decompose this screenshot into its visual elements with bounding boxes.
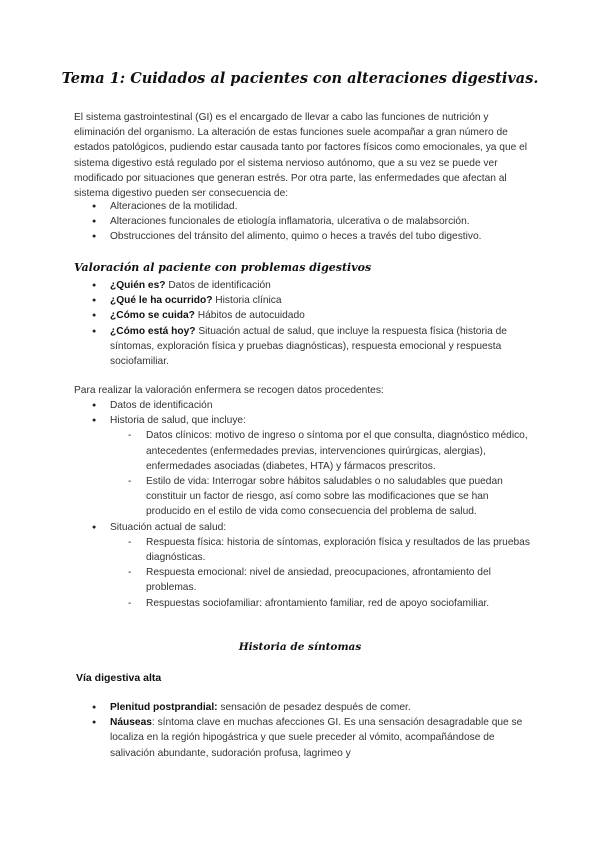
sub-list-item: - Respuestas sociofamiliar: afrontamiento familiar, red de apoyo sociofamiliar. (128, 596, 532, 611)
sub-list-item: - Respuesta emocional: nivel de ansiedad, preocupaciones, afrontamiento del problemas. (128, 565, 532, 595)
term-description: : síntoma clave en muchas afecciones GI. Es una sensación desagradable que se localiza en la región hipogástrica y que suele preceder al vómito, acompañándose de salivación abundante, sudoración profusa, lagrimeo y (110, 717, 523, 759)
term-description: sensación de pesadez después de comer. (217, 702, 411, 713)
section-heading-valoracion: Valoración al paciente con problemas digestivos (74, 261, 372, 274)
valoracion-list (92, 278, 532, 369)
list-item (92, 413, 532, 519)
question-label: ¿Quién es? (110, 280, 166, 291)
list-item (92, 308, 532, 323)
answer-text: Situación actual de salud, que incluye la respuesta física (historia de síntomas, exploración física y pruebas diagnósticas), respuesta emocional y respuesta sociofamiliar. (110, 325, 507, 368)
datos-list (92, 398, 532, 611)
question-label: ¿Qué le ha ocurrido? (110, 295, 213, 307)
list-item: ● Obstrucciones del tránsito del alimento, quimo o heces a través del tubo digestivo. (92, 229, 532, 244)
datos-intro: Para realizar la valoración enfermera se recogen datos procedentes: (74, 385, 384, 396)
question-label: ¿Cómo se cuida? (110, 310, 195, 322)
sub-list (110, 535, 532, 611)
list-item (92, 715, 532, 761)
sub-list-item: - Datos clínicos: motivo de ingreso o síntoma por el que consulta, diagnóstico médico, antecedentes (enfermedades previas, intervenciones quirúrgicas, alergias), enfermedades asociadas (diabetes, HTA) y fármacos prescritos. (128, 428, 532, 474)
list-item-label: Situación actual de salud: (110, 521, 227, 533)
page-title: Tema 1: Cuidados al pacientes con alteraciones digestivas. (61, 70, 539, 87)
sintomas-list (92, 700, 532, 761)
answer-text: Historia clínica (212, 295, 282, 307)
subheading-via-digestiva-alta: Vía digestiva alta (76, 672, 162, 684)
term-label: Plenitud postprandial: (110, 702, 218, 713)
sub-list-item: - Estilo de vida: Interrogar sobre hábitos saludables o no saludables que puedan constituir un factor de riesgo, así como sobre las modificaciones que se han producido en el estilo de vida como consecuencia del problema de salud. (128, 474, 532, 520)
list-item-label: Historia de salud, que incluye: (110, 415, 246, 427)
list-item (92, 278, 532, 293)
list-item: ● Datos de identificación (92, 398, 532, 413)
list-item (92, 293, 532, 308)
term-label: Náuseas (110, 717, 152, 729)
list-item (92, 520, 532, 611)
answer-text: Hábitos de autocuidado (194, 310, 305, 322)
sub-list-item: - Respuesta física: historia de síntomas, exploración física y resultados de las pruebas diagnósticas. (128, 535, 532, 565)
question-label: ¿Cómo está hoy? (110, 325, 196, 337)
section-heading-historia: Historia de síntomas (238, 641, 362, 653)
list-item: ● Alteraciones funcionales de etiología inflamatoria, ulcerativa o de malabsorción. (92, 214, 532, 229)
answer-text: Datos de identificación (165, 280, 271, 291)
list-item: ● Alteraciones de la motilidad. (92, 199, 532, 214)
intro-paragraph: El sistema gastrointestinal (GI) es el encargado de llevar a cabo las funciones de nutrición y eliminación del organismo. La alteración de estas funciones suele acompañar a gran número de estados patológicos, pudiendo estar causada tanto por factores físicos como emocionales, ya que el sistema digestivo está regulado por el sistema nervioso autónomo, que a su vez se puede ver modificado por situaciones que generan estrés. Por otra parte, las enfermedades que afectan al sistema digestivo pueden ser consecuencia de: (74, 112, 528, 200)
list-item (92, 324, 532, 370)
sub-list (110, 428, 532, 519)
list-item (92, 700, 532, 715)
intro-list (92, 199, 532, 245)
